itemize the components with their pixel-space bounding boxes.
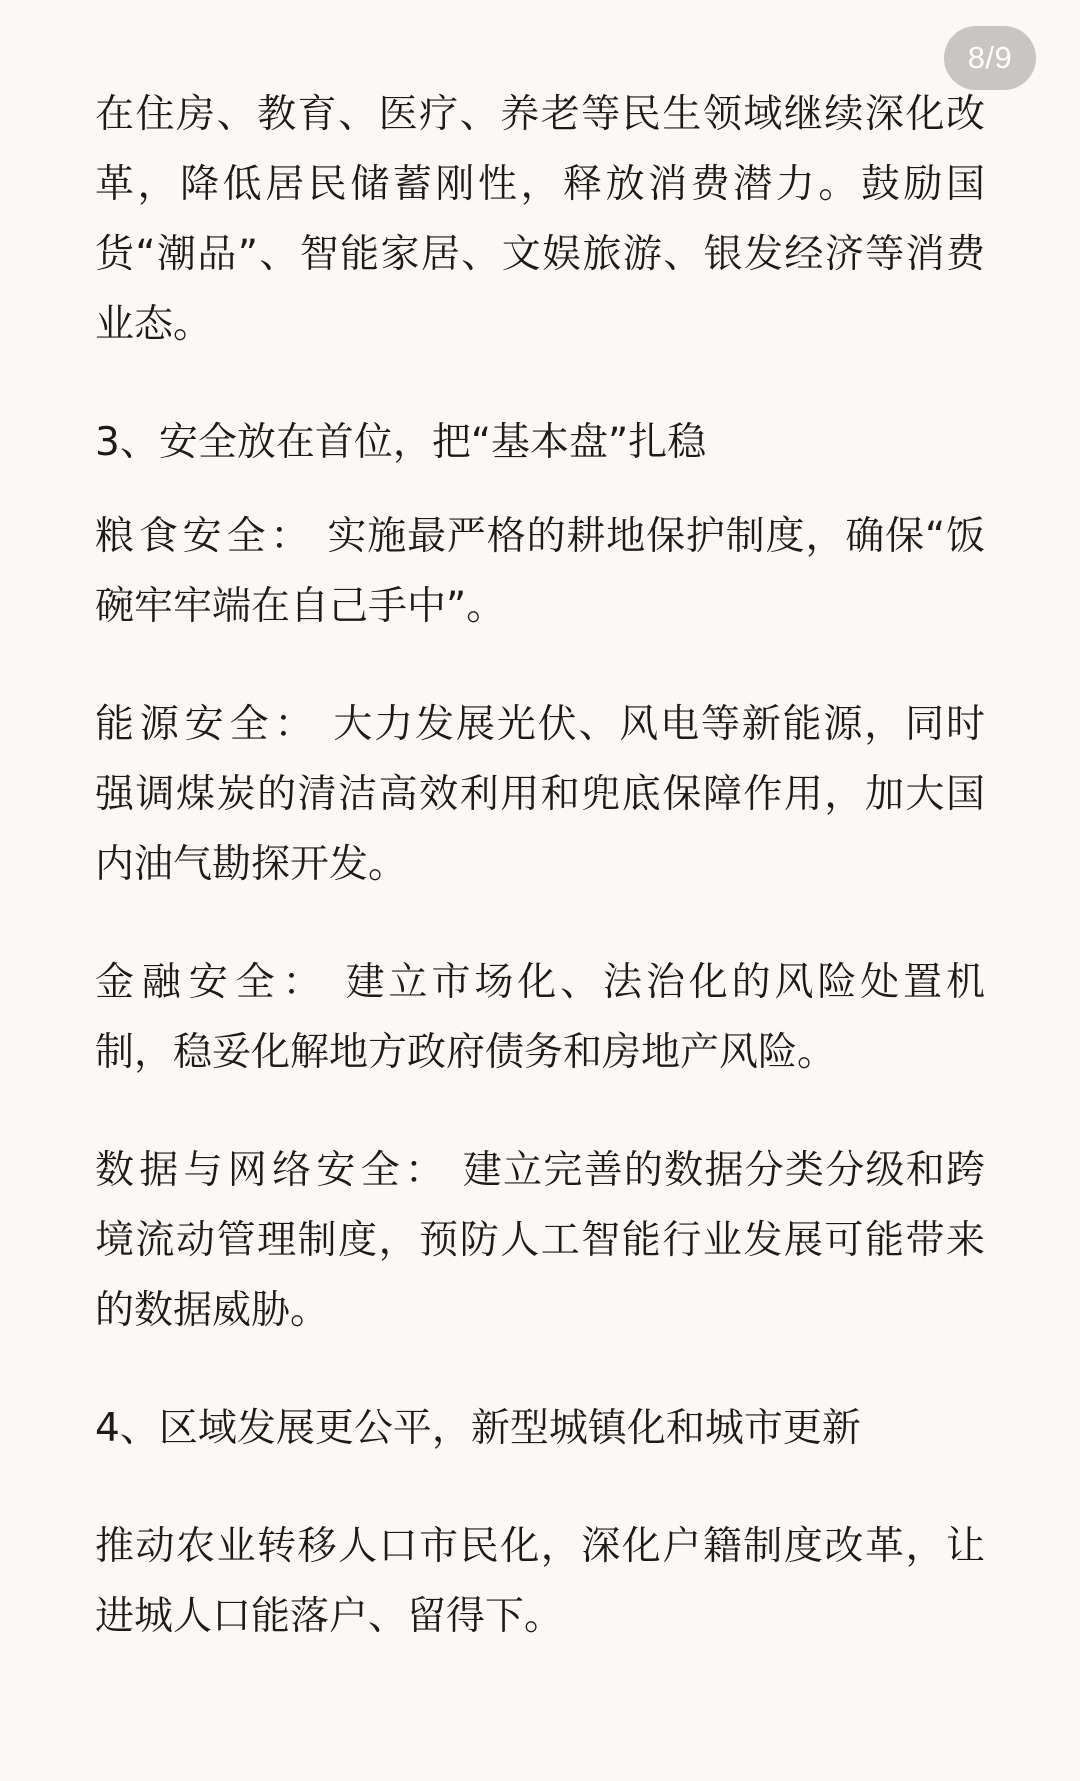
- term-food-security: 粮食安全：: [95, 514, 315, 559]
- paragraph-data-network-security: [95, 1136, 985, 1346]
- paragraph-consumption: 在住房、教育、医疗、养老等民生领域继续深化改革，降低居民储蓄刚性，释放消费潜力。鼓励国货“潮品”、智能家居、文娱旅游、银发经济等消费业态。: [95, 92, 985, 347]
- term-energy-security: 能源安全：: [95, 702, 320, 747]
- paragraph-financial-security: [95, 948, 985, 1088]
- section-heading-4: 4、区域发展更公平，新型城镇化和城市更新: [95, 1406, 861, 1451]
- term-data-network-security: 数据与网络安全：: [95, 1148, 450, 1193]
- text-financial-security: 建立市场化、法治化的风险处置机制，稳妥化解地方政府债务和房地产风险。: [95, 960, 985, 1075]
- term-financial-security: 金融安全：: [95, 960, 330, 1005]
- paragraph-food-security: [95, 502, 985, 642]
- page-indicator: 8/9: [944, 26, 1036, 90]
- article-body: [95, 80, 985, 1652]
- text-food-security: 实施最严格的耕地保护制度，确保“饭碗牢牢端在自己手中”。: [95, 514, 985, 629]
- text-energy-security: 大力发展光伏、风电等新能源，同时强调煤炭的清洁高效利用和兜底保障作用，加大国内油气勘探开发。: [95, 702, 985, 887]
- paragraph-energy-security: [95, 690, 985, 900]
- section-heading-3: 3、安全放在首位，把“基本盘”扎稳: [95, 420, 707, 465]
- text-data-network-security: 建立完善的数据分类分级和跨境流动管理制度，预防人工智能行业发展可能带来的数据威胁。: [95, 1148, 985, 1333]
- paragraph-urbanization: 推动农业转移人口市民化，深化户籍制度改革，让进城人口能落户、留得下。: [95, 1524, 985, 1639]
